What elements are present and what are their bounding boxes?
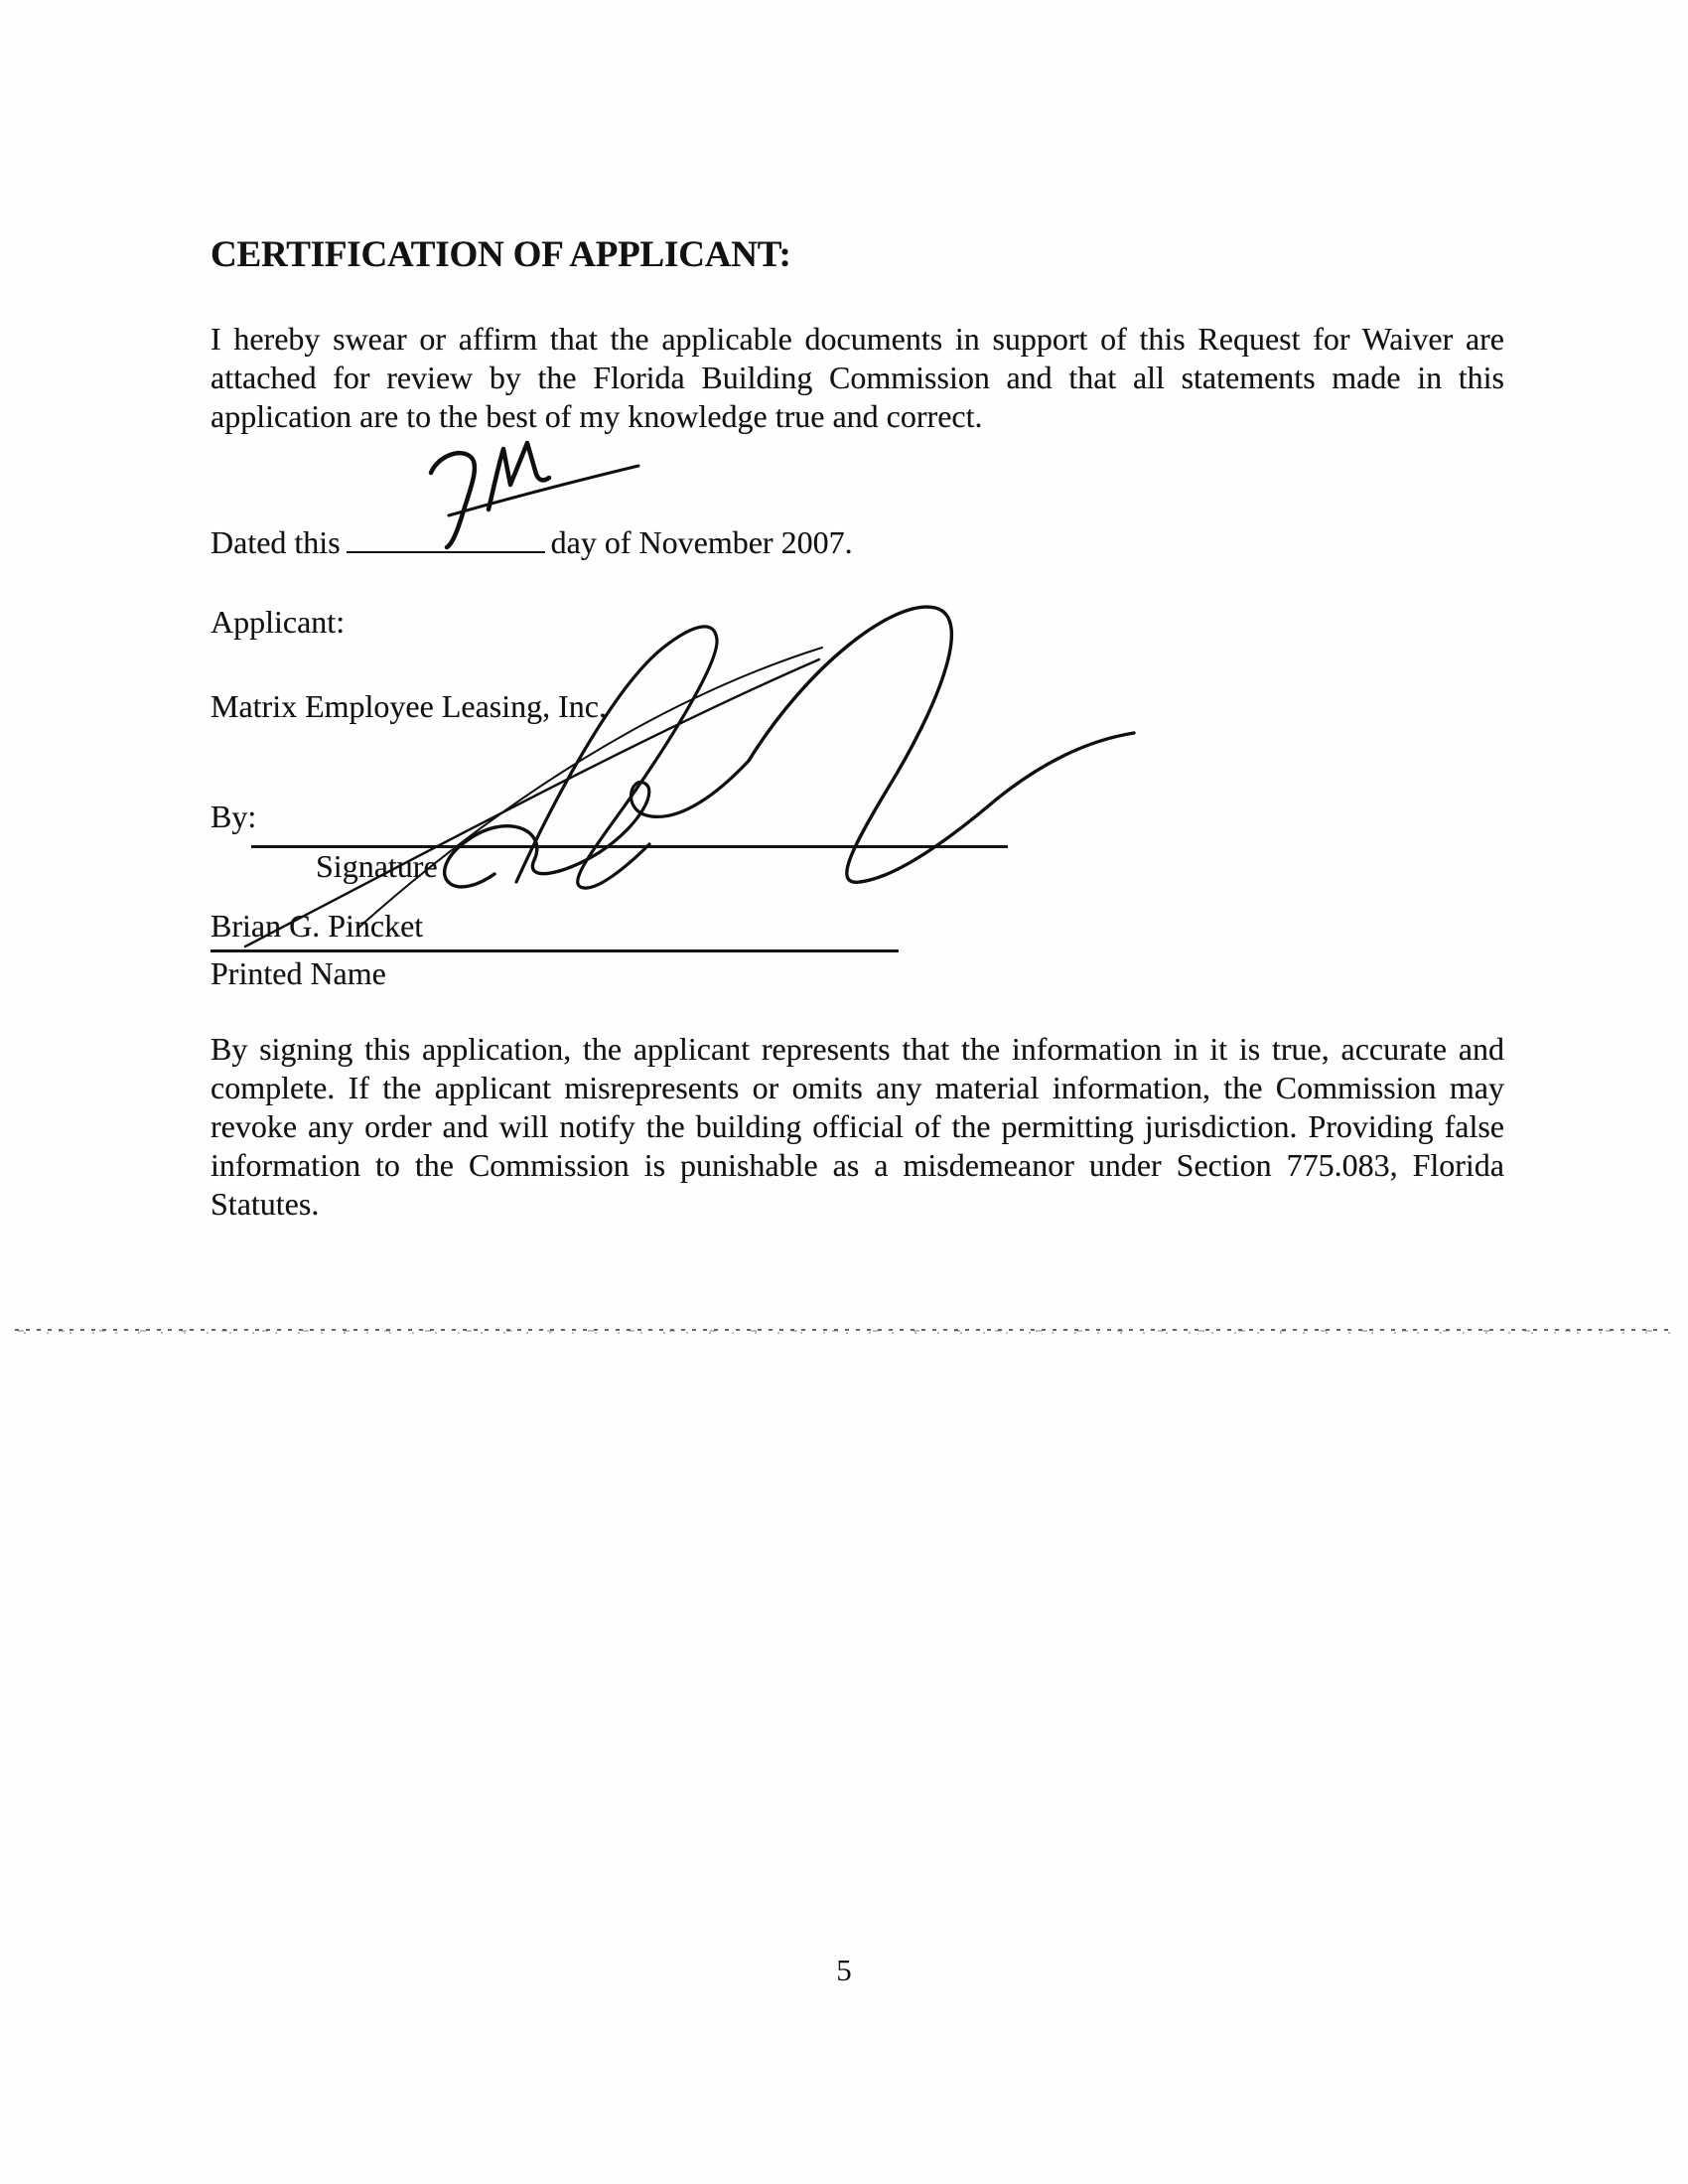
signature-ink [245,607,1134,946]
certification-heading: CERTIFICATION OF APPLICANT: [211,234,791,275]
dated-line [211,521,1504,562]
signature-caption: Signature [316,848,438,884]
applicant-label: Applicant: [211,604,346,640]
company-name: Matrix Employee Leasing, Inc. [211,688,607,724]
scan-noise-line [15,1329,1673,1334]
date-blank-line [347,521,545,553]
printed-name: Brian G. Pincket [211,908,424,944]
page-number: 5 [836,1953,852,1987]
dated-prefix: Dated this [211,524,341,560]
printed-name-caption: Printed Name [211,955,386,991]
by-label: By: [211,799,257,834]
legal-paragraph: By signing this application, the applicant represents that the information in it is true, accurate and complete. If the applicant misrepresents or omits any material information, the Commission may revoke any order and will notify the building official of the permitting jurisdiction. Providing false information to the Commission is punishable as a misdemeanor under Section 775.083, Florida Statutes. [211,1031,1504,1222]
dated-suffix: day of November 2007. [550,524,853,560]
certification-paragraph: I hereby swear or affirm that the applicable documents in support of this Request for Waiver are attached for review by the Florida Building Commission and that all statements made in this application are to the best of my knowledge true and correct. [211,321,1504,434]
printed-name-line [211,949,899,952]
